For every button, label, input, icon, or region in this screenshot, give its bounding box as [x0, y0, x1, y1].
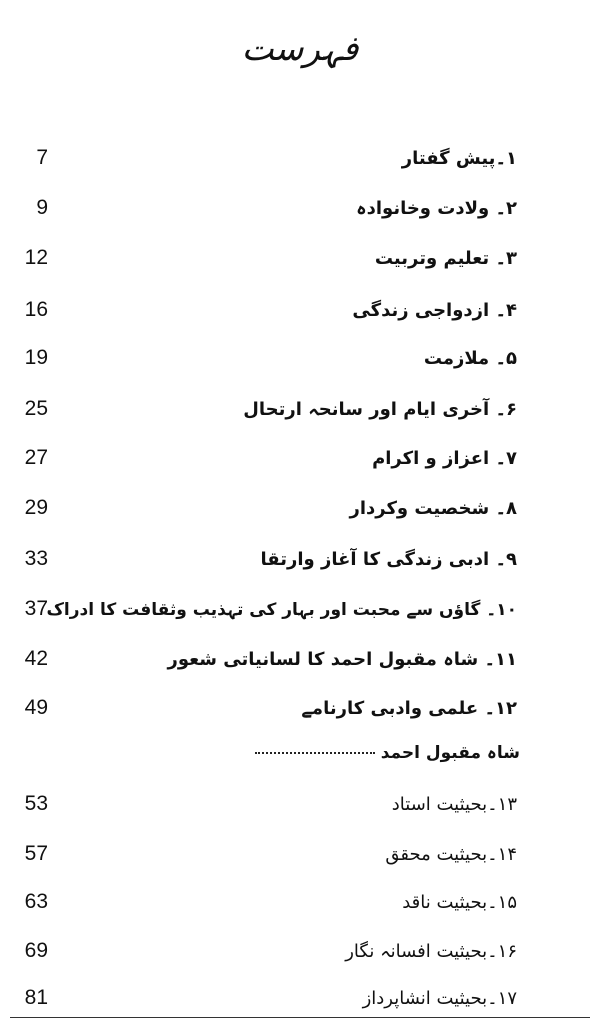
toc-entry-page: 33 [24, 547, 48, 570]
toc-entry [0, 788, 600, 828]
section-heading [255, 742, 520, 763]
toc-entry-label: ۲۔ ولادت وخانوادہ [356, 198, 517, 219]
page-title: فہرست [241, 29, 359, 69]
toc-entry-label: ۷۔ اعزاز و اکرام [372, 448, 517, 469]
toc-entry-label: ۸۔ شخصیت وکردار [349, 498, 517, 519]
toc-entry-label: ۱۷۔بحیثیت انشاپرداز [362, 988, 517, 1009]
toc-entry-label: ۱۱۔ شاہ مقبول احمد کا لسانیاتی شعور [167, 649, 517, 670]
toc-entry [0, 593, 600, 633]
toc-entry-page: 19 [24, 346, 48, 369]
toc-entry-label: ۱۔پیش گفتار [401, 148, 517, 169]
toc-entry [0, 935, 600, 975]
toc-entry-page: 81 [24, 986, 48, 1009]
toc-entry-page: 16 [24, 298, 48, 321]
toc-entry-label: ۵۔ ملازمت [423, 348, 517, 369]
toc-entry-label: ۹۔ ادبی زندگی کا آغاز وارتقا [260, 549, 517, 570]
toc-entry-label: ۱۶۔بحیثیت افسانہ نگار [345, 941, 517, 962]
toc-entry-page: 7 [36, 146, 48, 169]
toc-entry [0, 886, 600, 926]
toc-entry-page: 57 [24, 842, 48, 865]
toc-entry-page: 37 [24, 597, 48, 620]
toc-entry [0, 342, 600, 382]
toc-entry-page: 29 [24, 496, 48, 519]
toc-entry-page: 42 [24, 647, 48, 670]
toc-entry [0, 442, 600, 482]
toc-entry-label: ۱۴۔بحیثیت محقق [385, 844, 517, 865]
toc-entry [0, 692, 600, 732]
toc-entry-label: ۱۰۔ گاؤں سے محبت اور بہار کی تہذیب وثقافت کا ادراک [46, 600, 517, 620]
toc-entry [0, 393, 600, 433]
toc-entry-page: 63 [24, 890, 48, 913]
toc-entry-page: 9 [36, 196, 48, 219]
toc-entry-label: ۴۔ ازدواجی زندگی [352, 300, 517, 321]
dotted-leader [255, 752, 375, 754]
toc-entry-page: 49 [24, 696, 48, 719]
toc-entry [0, 838, 600, 878]
toc-entry [0, 294, 600, 334]
toc-entry [0, 643, 600, 683]
toc-entry-label: ۱۲۔ علمی وادبی کارنامے [301, 698, 517, 719]
toc-entry [0, 982, 600, 1022]
toc-entry [0, 492, 600, 532]
bottom-rule [10, 1017, 590, 1018]
toc-entry-label: ۱۵۔بحیثیت ناقد [402, 892, 517, 913]
toc-entry-page: 27 [24, 446, 48, 469]
toc-entry-label: ۶۔ آخری ایام اور سانحہ ارتحال [243, 399, 517, 420]
toc-entry-page: 69 [24, 939, 48, 962]
toc-entry-label: ۳۔ تعلیم وتربیت [374, 248, 517, 269]
toc-entry [0, 242, 600, 282]
toc-entry-page: 12 [24, 246, 48, 269]
toc-entry-label: ۱۳۔بحیثیت استاد [391, 794, 517, 815]
toc-entry [0, 142, 600, 182]
toc-entry-page: 53 [24, 792, 48, 815]
section-heading-text: شاہ مقبول احمد [380, 743, 520, 763]
toc-entry [0, 192, 600, 232]
toc-entry-page: 25 [24, 397, 48, 420]
toc-entry [0, 543, 600, 583]
